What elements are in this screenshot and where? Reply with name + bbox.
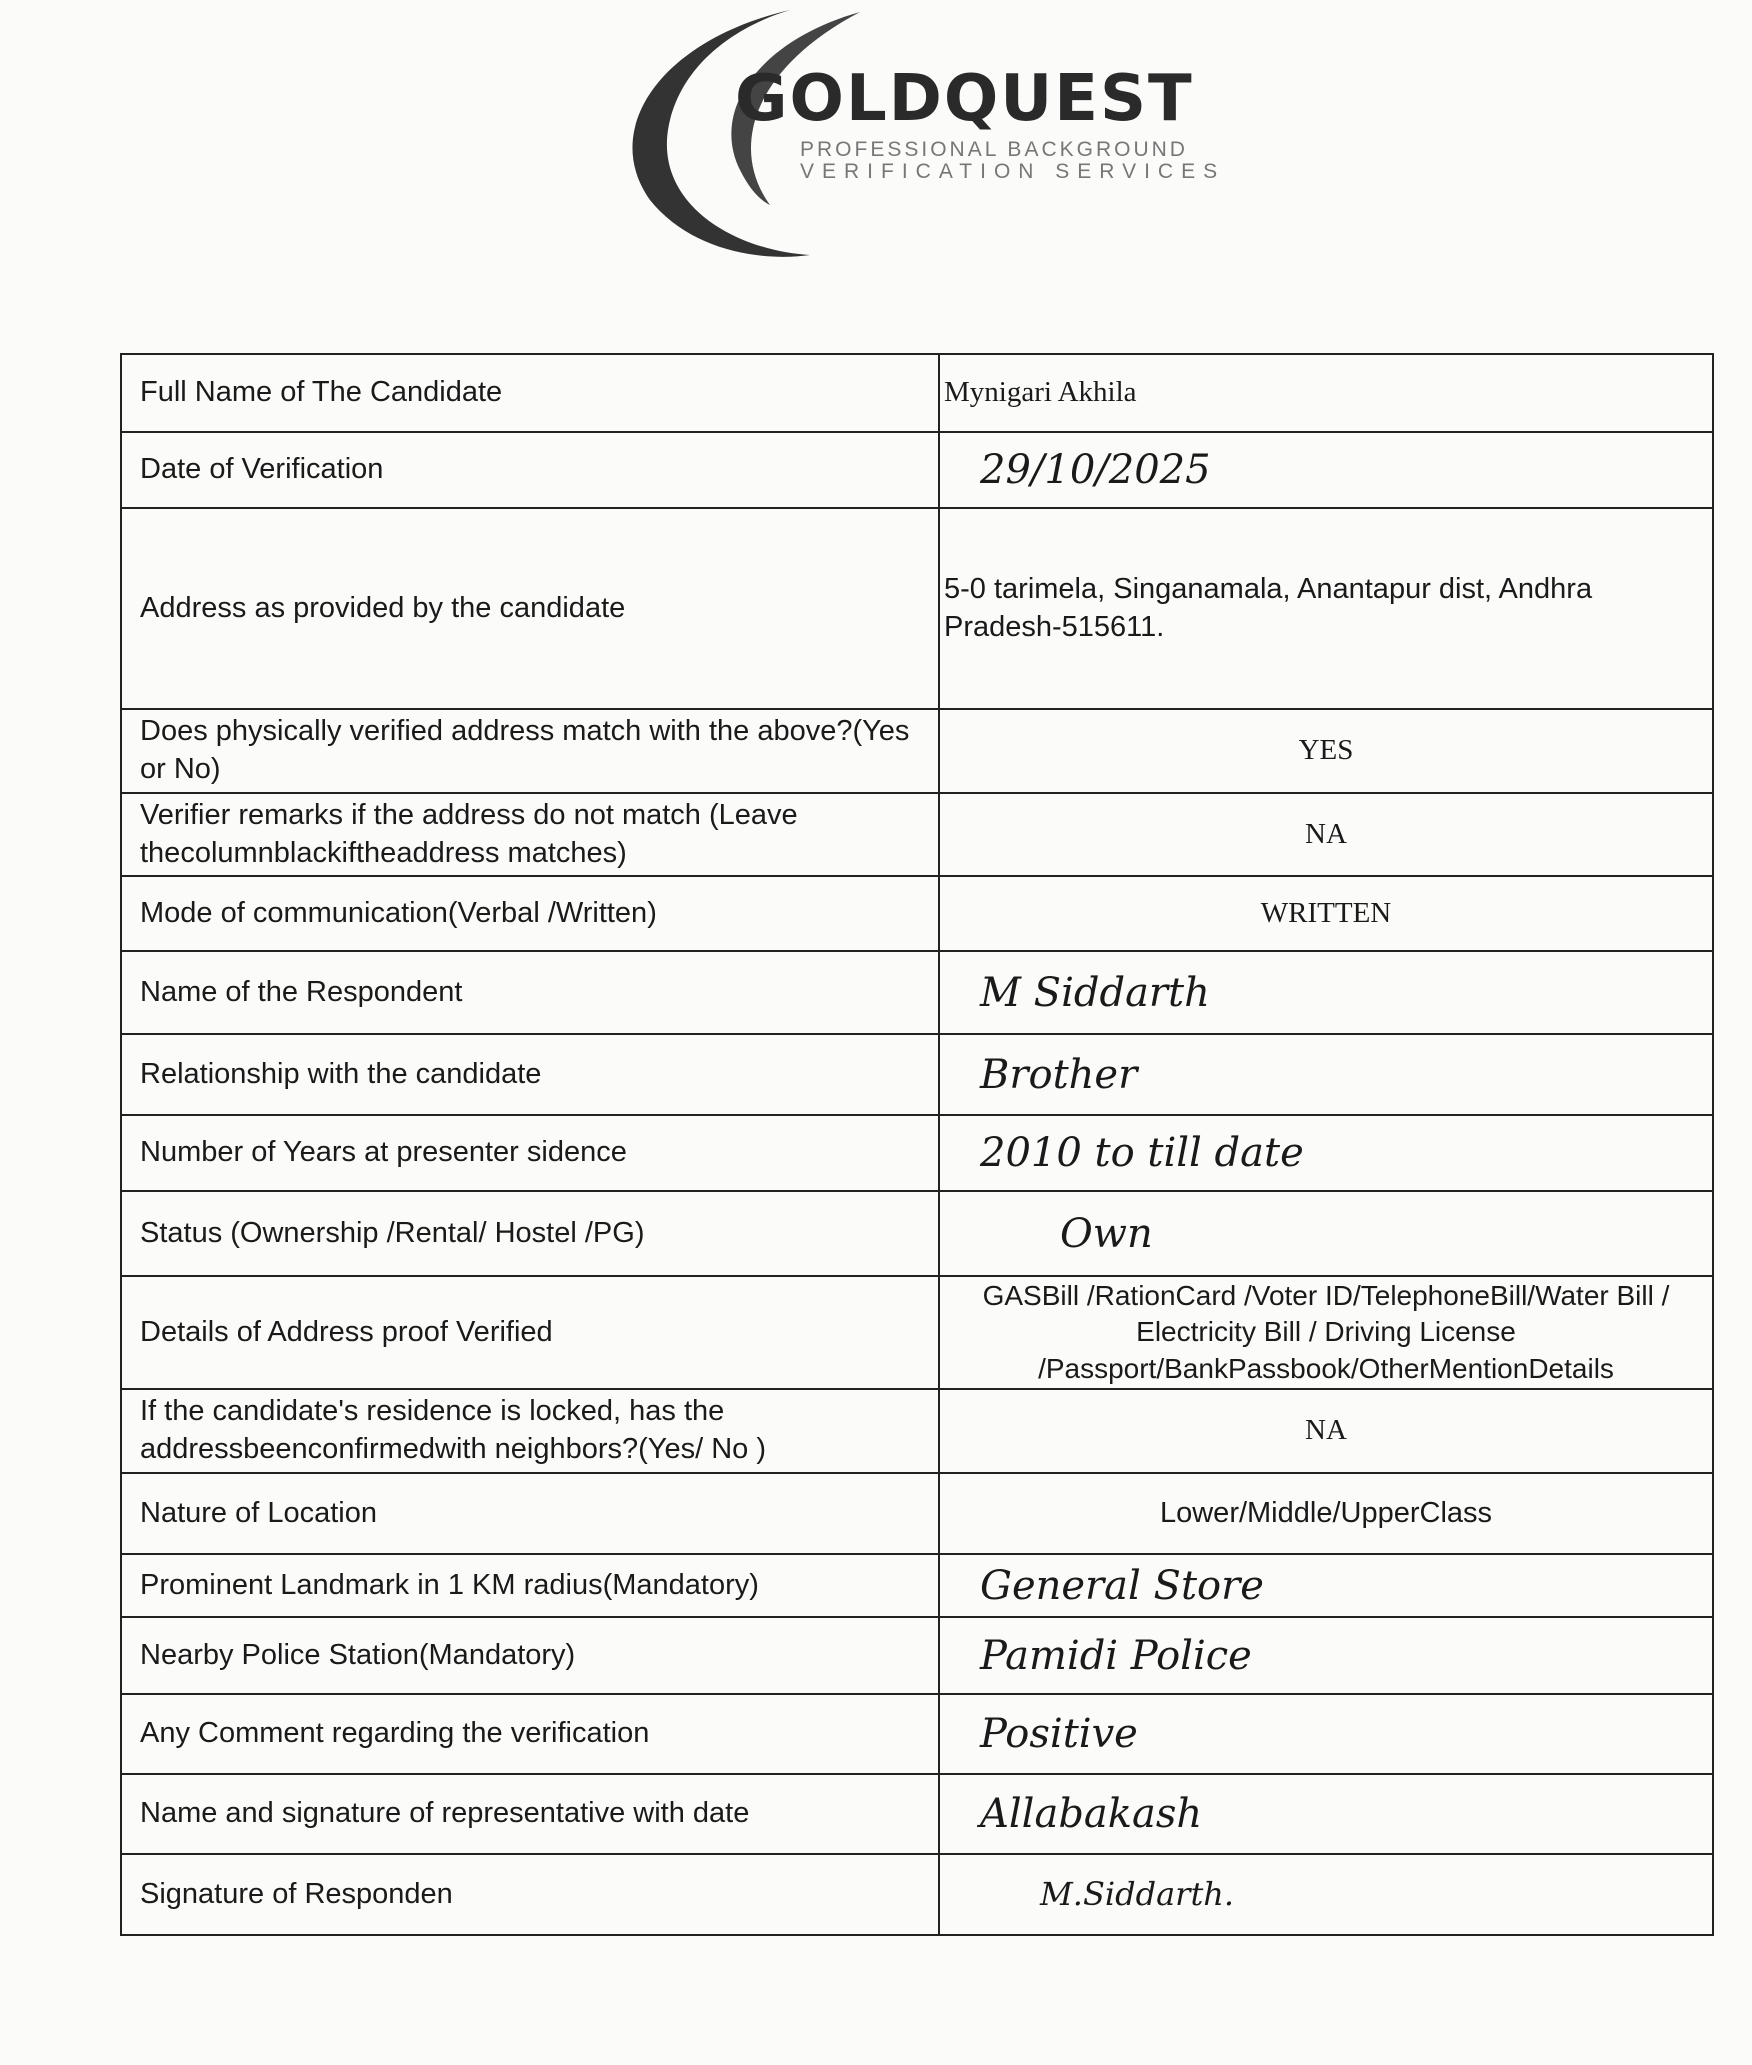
row-label: Name and signature of representative with date (122, 1775, 940, 1853)
row-value: 29/10/2025 (980, 447, 1211, 493)
row-label: Name of the Respondent (122, 952, 940, 1033)
verification-table (120, 353, 1714, 1936)
row-value: Brother (980, 1051, 1138, 1098)
table-row (122, 1035, 1712, 1116)
row-label: Nearby Police Station(Mandatory) (122, 1618, 940, 1693)
row-label: Relationship with the candidate (122, 1035, 940, 1114)
table-row (122, 952, 1712, 1035)
row-label: Address as provided by the candidate (122, 509, 940, 708)
row-label: Status (Ownership /Rental/ Hostel /PG) (122, 1192, 940, 1275)
table-row (122, 710, 1712, 794)
row-value: Positive (980, 1711, 1138, 1757)
row-label: If the candidate's residence is locked, has the addressbeenconfirmedwith neighbors?(Yes/ No ) (122, 1390, 940, 1472)
logo-name: GOLDQUEST (735, 62, 1194, 136)
row-value: Lower/Middle/UpperClass (1159, 1496, 1493, 1529)
row-value: GASBill /RationCard /Voter ID/TelephoneBill/Water Bill / Electricity Bill / Driving License /Passport/BankPassbook/OtherMentionDetails (982, 1279, 1670, 1384)
table-row (122, 1618, 1712, 1695)
table-row (122, 509, 1712, 710)
table-row (122, 1555, 1712, 1618)
respondent-signature: M.Siddarth. (1040, 1874, 1235, 1913)
row-value: Pamidi Police (980, 1632, 1252, 1679)
table-row (122, 355, 1712, 433)
logo-tagline: PROFESSIONAL BACKGROUND (800, 138, 1188, 161)
row-label: Signature of Responden (122, 1855, 940, 1934)
row-label: Any Comment regarding the verification (122, 1695, 940, 1773)
row-value: 5-0 tarimela, Singanamala, Anantapur dist, Andhra Pradesh-515611. (944, 572, 1593, 643)
table-row (122, 1695, 1712, 1775)
row-value: WRITTEN (1260, 896, 1392, 929)
table-row (122, 1192, 1712, 1277)
row-value: Mynigari Akhila (944, 376, 1137, 409)
table-row (122, 433, 1712, 509)
row-label: Prominent Landmark in 1 KM radius(Mandatory) (122, 1555, 940, 1616)
row-label: Mode of communication(Verbal /Written) (122, 877, 940, 950)
row-value: M Siddarth (980, 969, 1210, 1016)
table-row (122, 1474, 1712, 1555)
table-row (122, 877, 1712, 952)
row-label: Does physically verified address match with the above?(Yes or No) (122, 710, 940, 792)
row-label: Details of Address proof Verified (122, 1277, 940, 1388)
goldquest-logo (560, 0, 1280, 280)
row-label: Verifier remarks if the address do not match (Leave thecolumnblackiftheaddress matches) (122, 794, 940, 875)
representative-signature: Allabakash (980, 1791, 1203, 1837)
table-row (122, 1277, 1712, 1390)
logo-tagline: VERIFICATION SERVICES (800, 160, 1226, 183)
table-row (122, 1775, 1712, 1855)
table-row (122, 1116, 1712, 1192)
row-label: Nature of Location (122, 1474, 940, 1553)
row-value: Own (1060, 1210, 1153, 1257)
row-label: Number of Years at presenter sidence (122, 1116, 940, 1190)
row-value: 2010 to till date (980, 1130, 1304, 1176)
row-label: Date of Verification (122, 433, 940, 507)
row-value: YES (1298, 734, 1354, 767)
table-row (122, 1855, 1712, 1936)
row-value: NA (1305, 817, 1347, 850)
row-value: General Store (980, 1562, 1264, 1609)
table-row (122, 794, 1712, 877)
row-label: Full Name of The Candidate (122, 355, 940, 431)
row-value: NA (1305, 1414, 1347, 1447)
table-row (122, 1390, 1712, 1474)
